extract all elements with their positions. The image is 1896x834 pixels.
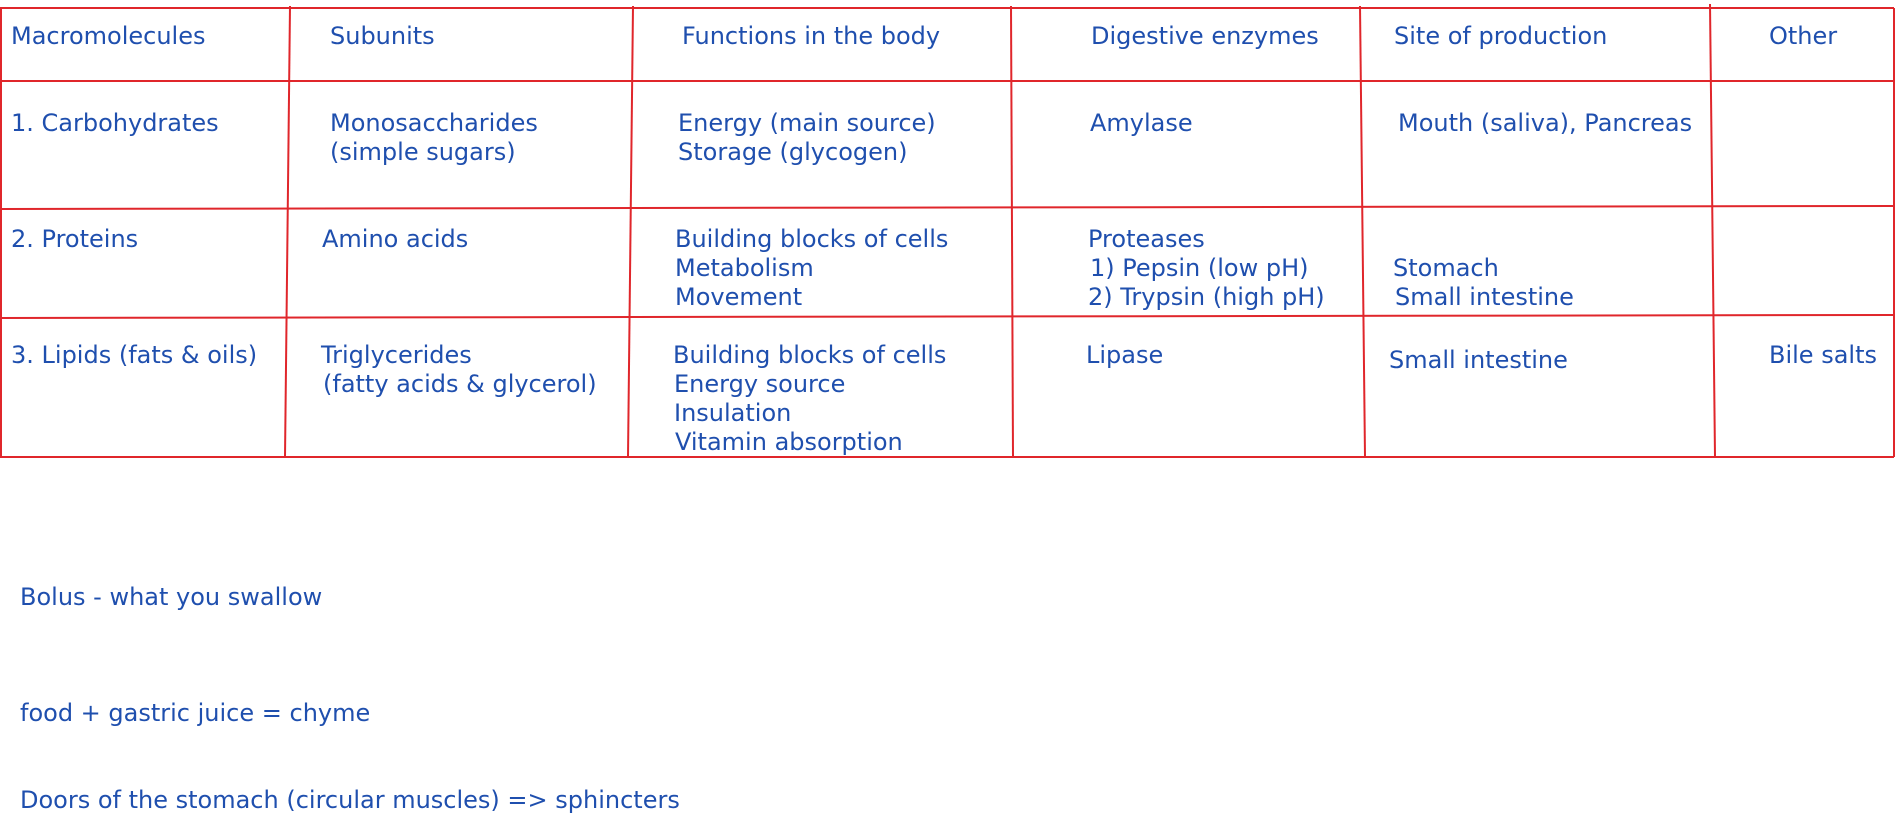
row-lipids-subunits bbox=[321, 341, 597, 399]
row-carbohydrates-enzymes bbox=[1090, 109, 1193, 138]
row-lipids-other: Bile salts bbox=[1769, 341, 1877, 369]
subunit-line: Amino acids bbox=[322, 225, 469, 253]
note-bolus: Bolus - what you swallow bbox=[20, 583, 323, 611]
enzyme-line: Proteases bbox=[1088, 225, 1205, 253]
row-lipids-site bbox=[1389, 346, 1568, 375]
header-digestive-enzymes: Digestive enzymes bbox=[1091, 22, 1319, 50]
enzyme-line: Lipase bbox=[1086, 341, 1164, 369]
function-line: Vitamin absorption bbox=[675, 428, 903, 456]
note-sphincters: Doors of the stomach (circular muscles) => sphincters bbox=[20, 786, 680, 814]
row-carbohydrates-subunits bbox=[330, 109, 538, 167]
function-line: Storage (glycogen) bbox=[678, 138, 908, 166]
row-proteins-subunits bbox=[322, 225, 468, 254]
row-carbohydrates-name: 1. Carbohydrates bbox=[11, 109, 219, 137]
function-line: Energy (main source) bbox=[678, 109, 936, 137]
enzyme-line: Amylase bbox=[1090, 109, 1193, 137]
site-line: Mouth (saliva), Pancreas bbox=[1398, 109, 1693, 137]
function-line: Movement bbox=[675, 283, 803, 311]
site-line: Small intestine bbox=[1389, 346, 1568, 374]
note-chyme: food + gastric juice = chyme bbox=[20, 699, 371, 727]
subunit-line: Triglycerides bbox=[321, 341, 472, 369]
enzyme-line: 1) Pepsin (low pH) bbox=[1090, 254, 1309, 282]
header-other: Other bbox=[1769, 22, 1838, 50]
function-line: Building blocks of cells bbox=[675, 225, 949, 253]
header-site-of-production: Site of production bbox=[1394, 22, 1608, 50]
function-line: Insulation bbox=[674, 399, 792, 427]
subunit-line: (fatty acids & glycerol) bbox=[323, 370, 597, 398]
function-line: Metabolism bbox=[675, 254, 814, 282]
site-line: Small intestine bbox=[1395, 283, 1574, 311]
header-functions: Functions in the body bbox=[682, 22, 941, 50]
row-carbohydrates-site bbox=[1398, 109, 1692, 138]
row-carbohydrates-functions bbox=[678, 109, 936, 167]
row-proteins-name: 2. Proteins bbox=[11, 225, 139, 253]
row-lipids-functions bbox=[673, 341, 946, 457]
row-proteins-site bbox=[1393, 254, 1574, 312]
function-line: Building blocks of cells bbox=[673, 341, 947, 369]
subunit-line: Monosaccharides bbox=[330, 109, 538, 137]
enzyme-line: 2) Trypsin (high pH) bbox=[1088, 283, 1325, 311]
row-lipids-enzymes bbox=[1086, 341, 1163, 370]
site-line: Stomach bbox=[1393, 254, 1499, 282]
row-lipids-name: 3. Lipids (fats & oils) bbox=[11, 341, 258, 369]
subunit-line: (simple sugars) bbox=[330, 138, 516, 166]
header-subunits: Subunits bbox=[330, 22, 435, 50]
function-line: Energy source bbox=[674, 370, 846, 398]
header-macromolecules: Macromolecules bbox=[11, 22, 206, 50]
row-proteins-functions bbox=[675, 225, 948, 312]
row-proteins-enzymes bbox=[1088, 225, 1325, 312]
